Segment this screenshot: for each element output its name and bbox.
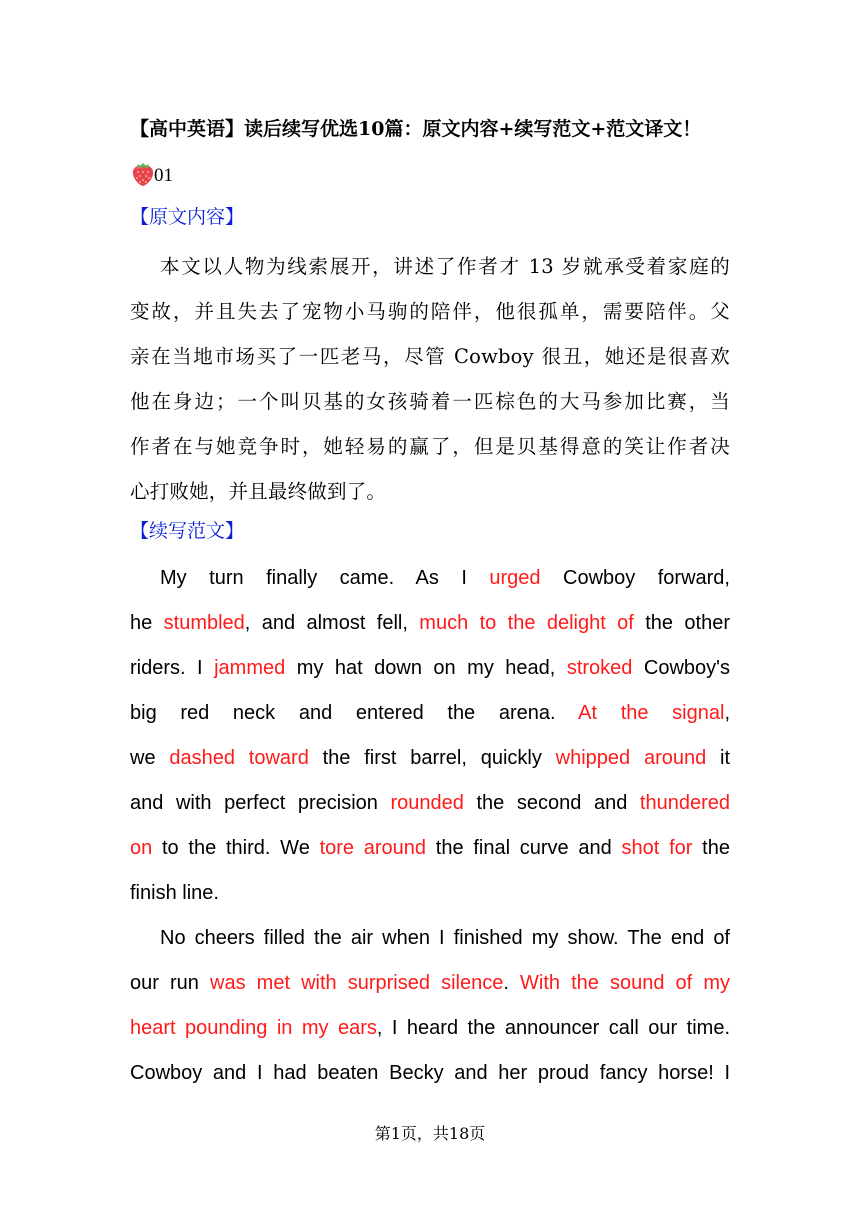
sample-essay-line xyxy=(130,1051,730,1096)
text-segment: Cowboy and I had beaten Becky and her proud fancy horse! I xyxy=(130,1062,730,1084)
heading-original-content: 【原文内容】 xyxy=(130,206,245,228)
section-number: 01 xyxy=(154,165,173,186)
text-segment: No cheers filled the air when I finished my show. The end of xyxy=(160,927,730,949)
text-segment: Cowboy forward, xyxy=(540,567,730,589)
original-summary-line: 作者在与她竞争时，她轻易的赢了，但是贝基得意的笑让作者决 xyxy=(130,435,730,458)
text-segment: . xyxy=(503,972,520,994)
highlighted-phrase: jammed xyxy=(214,657,286,679)
strawberry-icon xyxy=(130,159,156,187)
text-segment: we xyxy=(130,747,170,769)
highlighted-phrase: thundered xyxy=(639,792,730,814)
sample-essay-line xyxy=(130,961,730,1006)
text-segment: our run xyxy=(130,972,210,994)
original-summary-line: 变故，并且失去了宠物小马驹的陪伴，他很孤单，需要陪伴。父 xyxy=(130,300,730,323)
highlighted-phrase: much to the delight of xyxy=(419,612,634,634)
original-summary-line: 本文以人物为线索展开，讲述了作者才 13 岁就承受着家庭的 xyxy=(160,255,730,278)
text-segment: the second and xyxy=(463,792,640,814)
highlighted-phrase: urged xyxy=(489,567,541,589)
text-segment: , xyxy=(724,702,730,724)
text-segment: finish line. xyxy=(130,882,219,904)
text-segment: Cowboy's xyxy=(632,657,730,679)
text-segment: the first barrel, quickly xyxy=(308,747,556,769)
text-segment: it xyxy=(706,747,731,769)
highlighted-phrase: on xyxy=(130,837,153,859)
highlighted-phrase: tore around xyxy=(319,837,427,859)
section-marker xyxy=(130,158,173,188)
heading-sample-essay: 【续写范文】 xyxy=(130,520,245,542)
sample-essay-line xyxy=(130,1006,730,1051)
highlighted-phrase: heart pounding in my ears xyxy=(130,1017,377,1039)
text-segment: the other xyxy=(633,612,730,634)
sample-essay-line xyxy=(130,871,730,916)
original-summary-line: 他在身边；一个叫贝基的女孩骑着一匹棕色的大马参加比赛，当 xyxy=(130,390,730,413)
text-segment: , and almost fell, xyxy=(244,612,420,634)
text-segment: the final curve and xyxy=(426,837,622,859)
text-segment: riders. I xyxy=(130,657,215,679)
text-segment: and with perfect precision xyxy=(130,792,391,814)
highlighted-phrase: whipped around xyxy=(555,747,707,769)
sample-essay-line xyxy=(130,556,730,601)
original-summary-paragraph xyxy=(130,244,730,514)
text-segment: he xyxy=(130,612,164,634)
page-title: 【高中英语】读后续写优选10篇：原文内容+续写范文+范文译文！ xyxy=(130,118,702,140)
text-segment: the xyxy=(692,837,730,859)
highlighted-phrase: With the sound of my xyxy=(520,972,730,994)
highlighted-phrase: rounded xyxy=(390,792,464,814)
highlighted-phrase: stumbled xyxy=(163,612,245,634)
highlighted-phrase: was met with surprised silence xyxy=(210,972,504,994)
sample-essay-line xyxy=(130,601,730,646)
sample-essay-line xyxy=(130,916,730,961)
text-segment: , I heard the announcer call our time. xyxy=(376,1017,730,1039)
sample-essay-line xyxy=(130,736,730,781)
sample-essay-line xyxy=(130,826,730,871)
sample-essay-body xyxy=(130,556,730,1096)
highlighted-phrase: stroked xyxy=(566,657,633,679)
text-segment: my hat down on my head, xyxy=(285,657,567,679)
highlighted-phrase: At the signal xyxy=(578,702,725,724)
highlighted-phrase: dashed toward xyxy=(169,747,309,769)
sample-essay-line xyxy=(130,646,730,691)
text-segment: My turn finally came. As I xyxy=(160,567,490,589)
text-segment: to the third. We xyxy=(152,837,320,859)
original-summary-line: 亲在当地市场买了一匹老马，尽管 Cowboy 很丑，她还是很喜欢 xyxy=(130,345,730,368)
sample-essay-line xyxy=(130,781,730,826)
text-segment: big red neck and entered the arena. xyxy=(130,702,579,724)
original-summary-line: 心打败她，并且最终做到了。 xyxy=(130,480,387,503)
page-footer: 第1页，共18页 xyxy=(374,1124,486,1143)
highlighted-phrase: shot for xyxy=(621,837,693,859)
sample-essay-line xyxy=(130,691,730,736)
